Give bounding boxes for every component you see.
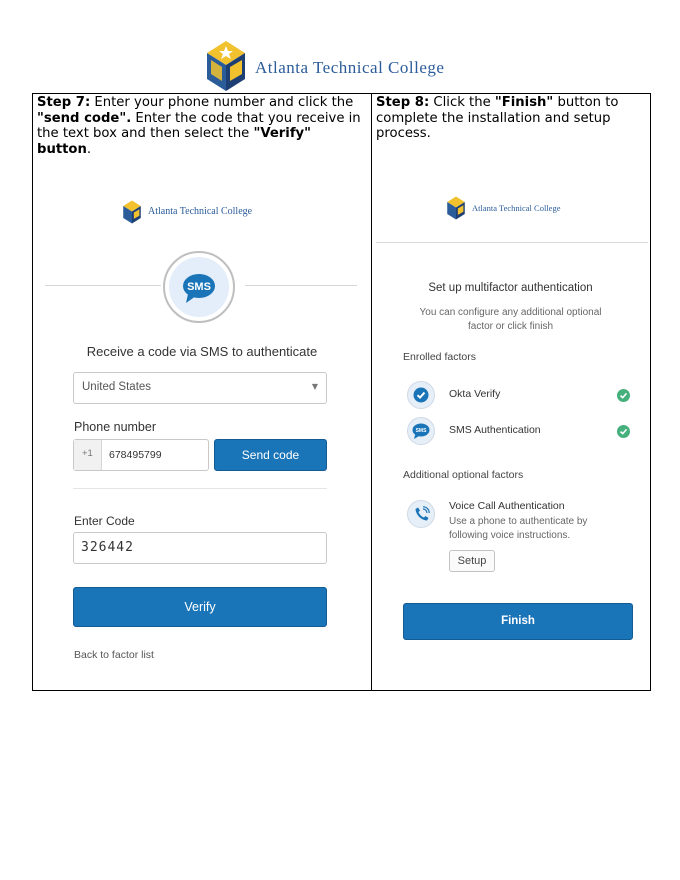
finish-button[interactable]: Finish (403, 603, 633, 640)
factor-sms-label: SMS Authentication (449, 424, 541, 436)
phone-number-label: Phone number (74, 420, 157, 434)
svg-text:SMS: SMS (187, 281, 211, 293)
back-to-factor-list-link[interactable]: Back to factor list (74, 649, 154, 661)
divider-right (245, 285, 357, 286)
sms-screen-title: Receive a code via SMS to authenticate (86, 344, 318, 359)
mfa-subtitle-line2: factor or click finish (467, 321, 554, 332)
chevron-down-icon: ▼ (311, 382, 318, 391)
phone-icon (407, 500, 435, 528)
form-divider (73, 488, 327, 489)
voice-call-title: Voice Call Authentication (449, 500, 565, 512)
send-code-button[interactable]: Send code (214, 439, 327, 471)
sms-icon (407, 417, 435, 445)
factor-okta-verify-label: Okta Verify (449, 388, 501, 400)
sms-bubble-icon (182, 272, 216, 304)
country-select[interactable]: United States ▼ (73, 372, 327, 404)
page-header (0, 40, 680, 92)
steps-table (32, 93, 651, 691)
college-name: Atlanta Technical College (255, 58, 445, 77)
phone-number-input[interactable] (73, 439, 209, 471)
step8-instructions: Step 8: Click the "Finish" button to complete the installation and setup process. (376, 95, 619, 141)
college-logo (200, 40, 252, 92)
screen-logo-text: Atlanta Technical College (148, 206, 253, 217)
step7-instructions: Step 7: Enter your phone number and click the "send code". Enter the code that you receive in the text box and then select the "Verify" button. (37, 95, 361, 157)
enrolled-factors-heading: Enrolled factors (403, 351, 476, 363)
phone-number-value: 678495799 (109, 449, 162, 461)
mfa-setup-screen (372, 94, 649, 692)
step7-cell (33, 94, 372, 691)
sms-verify-screen (33, 94, 371, 692)
step8-cell (372, 94, 651, 691)
screen-logo-icon (120, 198, 144, 226)
screen-logo-icon (444, 194, 468, 222)
code-value: 326442 (81, 540, 134, 555)
okta-verify-icon (407, 381, 435, 409)
voice-call-desc-line1: Use a phone to authenticate by (449, 516, 588, 527)
divider-left (45, 285, 161, 286)
setup-voice-call-button[interactable]: Setup (449, 550, 495, 572)
header-divider (376, 242, 648, 243)
phone-prefix-box: +1 (74, 440, 102, 470)
additional-factors-heading: Additional optional factors (403, 469, 524, 481)
mfa-title: Set up multifactor authentication (428, 282, 593, 294)
code-input[interactable] (73, 532, 327, 564)
voice-call-desc-line2: following voice instructions. (449, 530, 571, 541)
screen-logo-text: Atlanta Technical College (472, 203, 561, 213)
verify-button[interactable]: Verify (73, 587, 327, 627)
check-icon (617, 389, 630, 402)
mfa-subtitle-line1: You can configure any additional optional (419, 307, 602, 318)
check-icon (617, 425, 630, 438)
enter-code-label: Enter Code (74, 514, 135, 528)
sms-factor-icon (163, 251, 235, 323)
svg-text:SMS: SMS (415, 428, 427, 434)
